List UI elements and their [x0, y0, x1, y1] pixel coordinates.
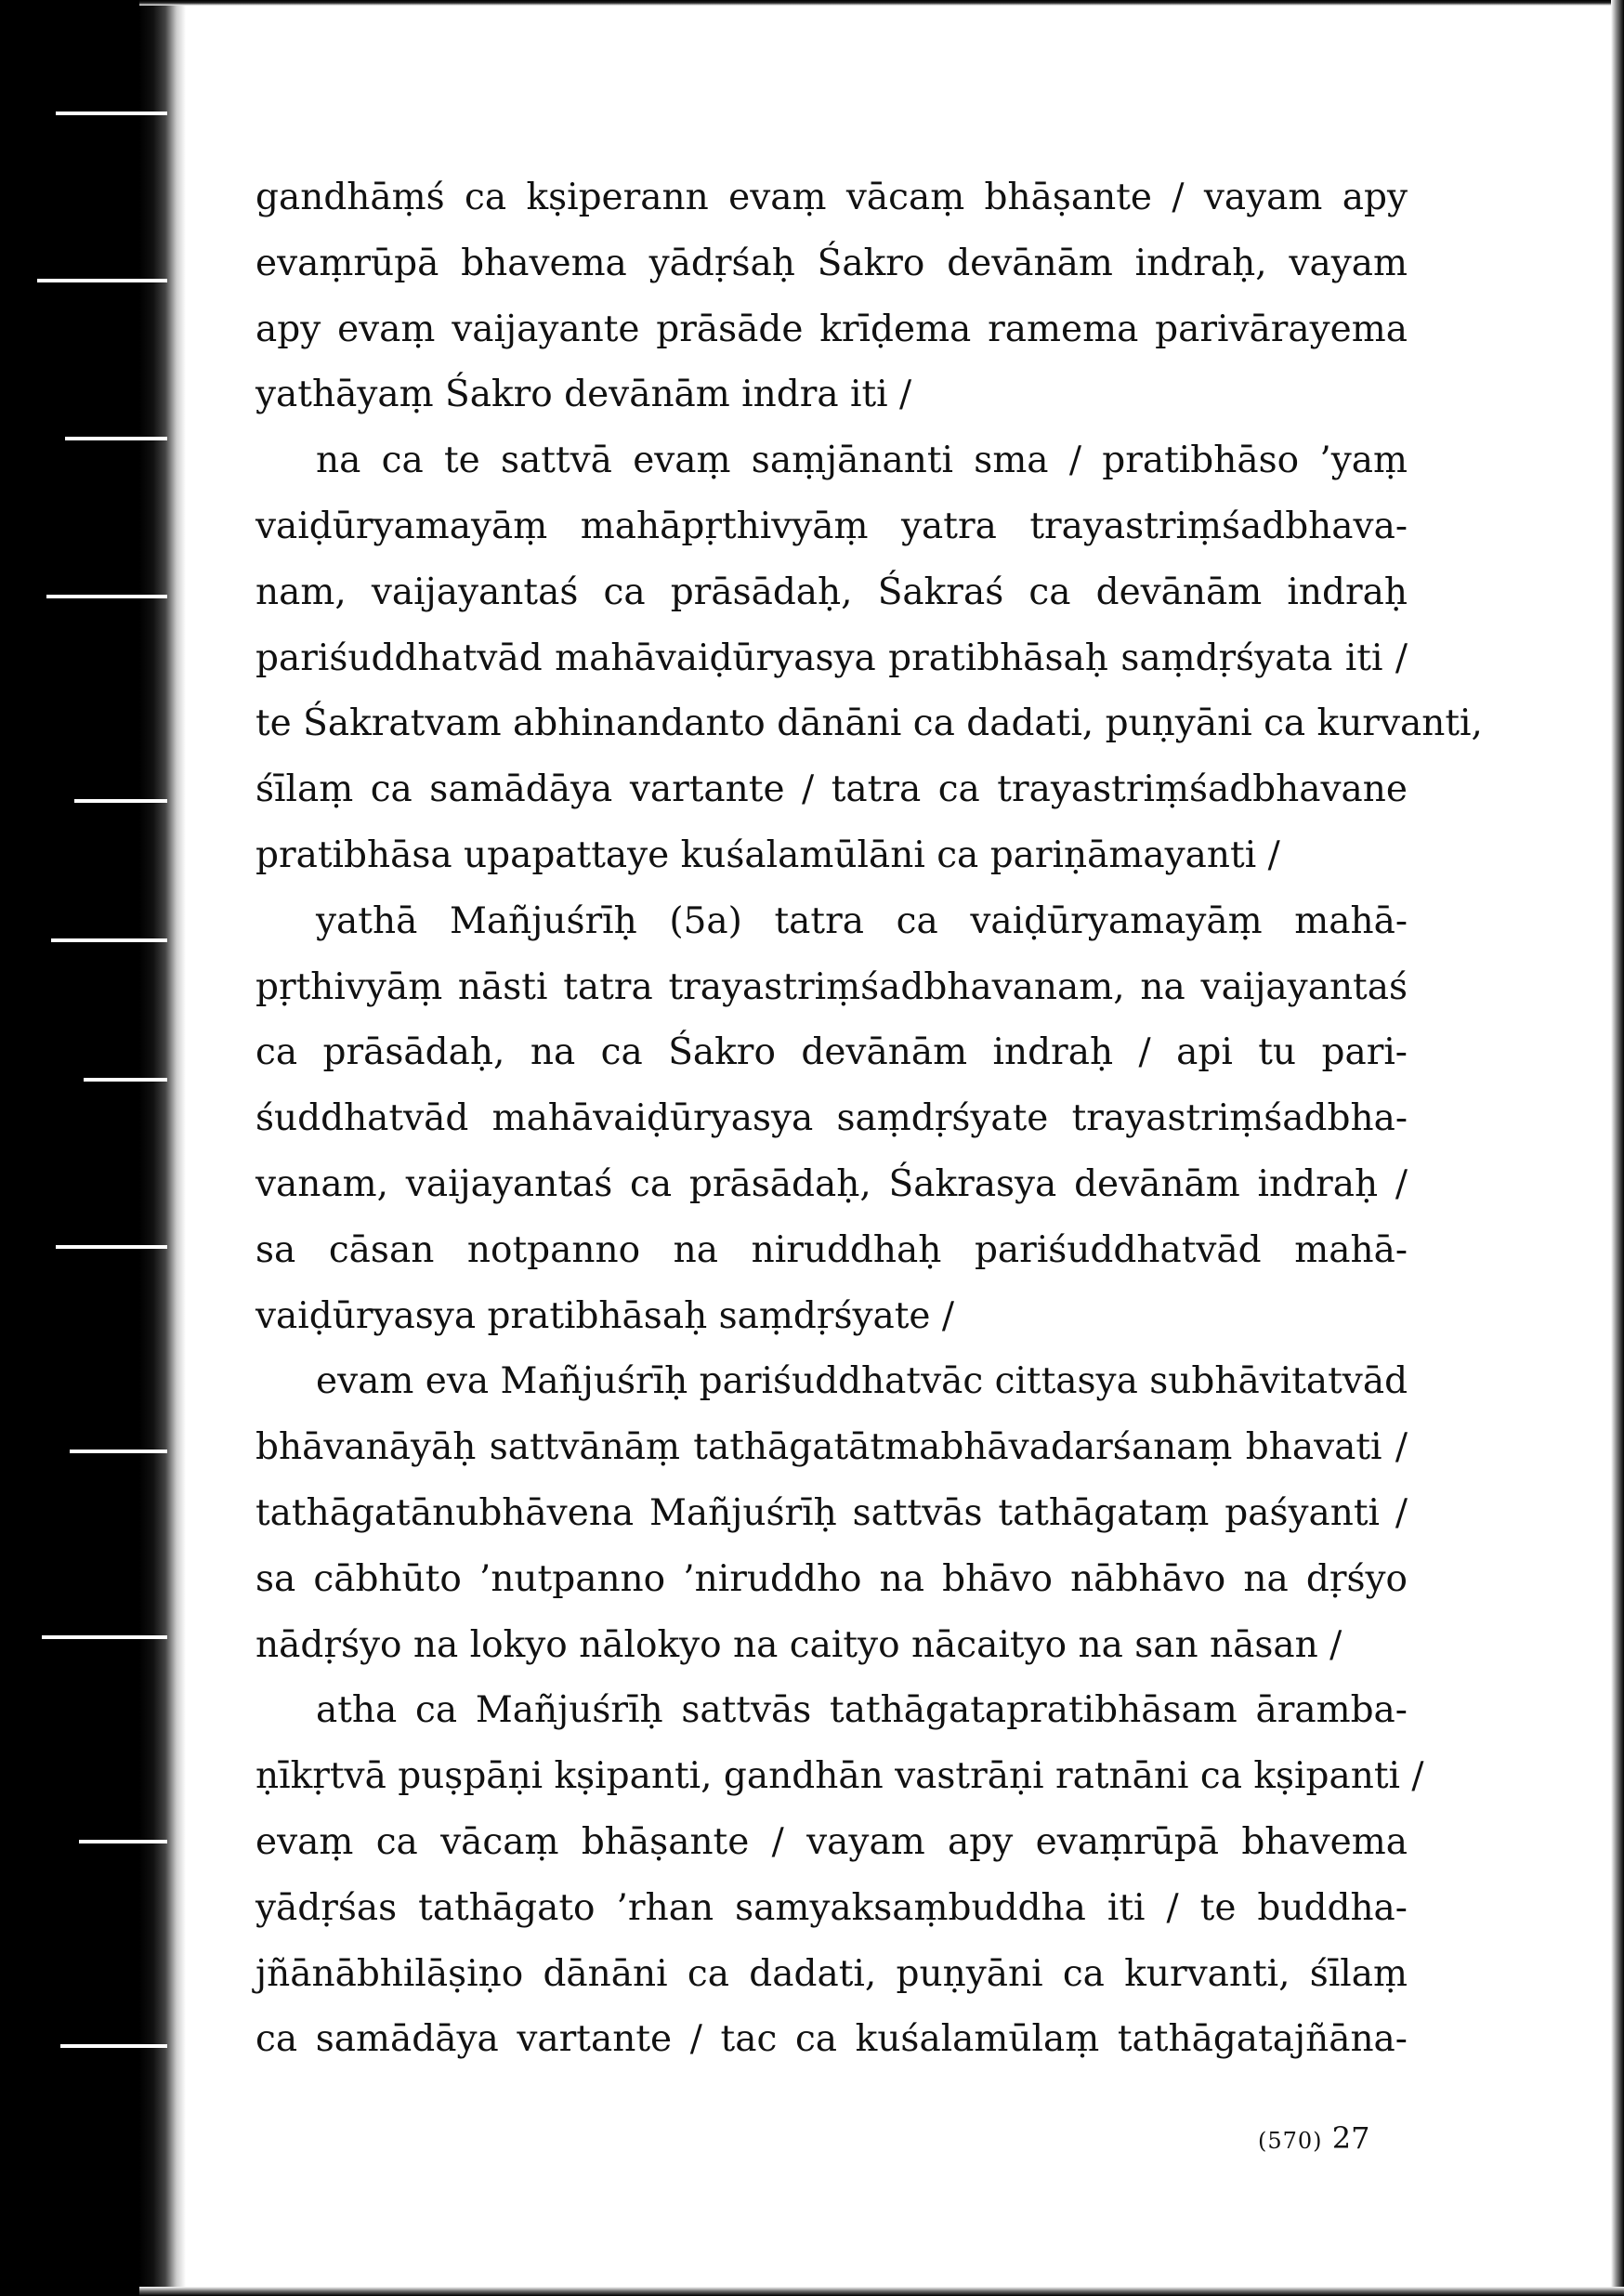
text-line: bhāvanāyāḥ sattvānāṃ tathāgatātmabhāvadarśanaṃ bhavati / [255, 1426, 1408, 1469]
text-line: nādṛśyo na lokyo nālokyo na caityo nācaityo na san nāsan / [255, 1623, 1342, 1666]
text-line: sa cābhūto ’nutpanno ’niruddho na bhāvo nābhāvo na dṛśyo [255, 1557, 1408, 1600]
page-footer [1258, 2120, 1369, 2156]
text-line: apy evaṃ vaijayante prāsāde krīḍema ramema parivārayema [255, 308, 1408, 350]
text-line: yathā Mañjuśrīḥ (5a) tatra ca vaiḍūryamayāṃ mahā- [316, 899, 1408, 942]
text-line: śīlaṃ ca samādāya vartante / tatra ca trayastriṃśadbhavane [255, 768, 1408, 811]
edge-tick [84, 1078, 167, 1082]
text-line: evam eva Mañjuśrīḥ pariśuddhatvāc cittasya subhāvitatvād [316, 1360, 1408, 1403]
text-line: vaiḍūryasya pratibhāsaḥ saṃdṛśyate / [255, 1294, 955, 1337]
text-line: te Śakratvam abhinandanto dānāni ca dadati, puṇyāni ca kurvanti, [255, 702, 1483, 745]
text-line: evaṃrūpā bhavema yādṛśaḥ Śakro devānām indraḥ, vayam [255, 242, 1408, 284]
edge-tick [79, 1840, 167, 1843]
edge-tick [74, 799, 167, 803]
edge-tick [37, 279, 167, 282]
text-line: yādṛśas tathāgato ’rhan samyaksaṃbuddha iti / te buddha- [255, 1886, 1408, 1929]
edge-tick [65, 437, 167, 440]
text-line: vanam, vaijayantaś ca prāsādaḥ, Śakrasya devānām indraḥ / [255, 1162, 1408, 1205]
right-scan-border [1611, 0, 1624, 2296]
edge-tick [70, 1450, 167, 1453]
body-text [255, 165, 1483, 2073]
page-number: 27 [1331, 2120, 1370, 2156]
text-line: sa cāsan notpanno na niruddhaḥ pariśuddhatvād mahā- [255, 1228, 1408, 1271]
top-scan-border [139, 0, 1624, 6]
text-line: ṇīkṛtvā puṣpāṇi kṣipanti, gandhān vastrāṇi ratnāni ca kṣipanti / [255, 1755, 1424, 1798]
text-line: na ca te sattvā evaṃ saṃjānanti sma / pratibhāso ’yaṃ [316, 440, 1408, 482]
edge-tick [56, 1245, 167, 1249]
edge-tick [46, 595, 167, 598]
edge-tick [56, 112, 167, 115]
edge-tick [51, 938, 167, 942]
text-line: evaṃ ca vācaṃ bhāṣante / vayam apy evaṃrūpā bhavema [255, 1820, 1408, 1863]
text-line: vaiḍūryamayāṃ mahāpṛthivyāṃ yatra trayastriṃśadbhava- [255, 505, 1408, 547]
text-line: tathāgatānubhāvena Mañjuśrīḥ sattvās tathāgataṃ paśyanti / [255, 1491, 1408, 1534]
text-line: pṛthivyāṃ nāsti tatra trayastriṃśadbhavanam, na vaijayantaś [255, 965, 1408, 1008]
text-line: pratibhāsa upapattaye kuśalamūlāni ca pariṇāmayanti / [255, 833, 1280, 876]
text-line: jñānābhilāṣiṇo dānāni ca dadati, puṇyāni ca kurvanti, śīlaṃ [255, 1952, 1408, 1995]
bottom-scan-border [139, 2287, 1624, 2296]
text-line: ca prāsādaḥ, na ca Śakro devānām indraḥ / api tu pari- [255, 1031, 1408, 1074]
edge-tick [60, 2044, 167, 2048]
edge-tick [42, 1635, 167, 1639]
binding-edge-shadow [0, 0, 186, 2296]
text-line: atha ca Mañjuśrīḥ sattvās tathāgatapratibhāsam āramba- [316, 1689, 1408, 1732]
text-line: pariśuddhatvād mahāvaiḍūryasya pratibhāsaḥ saṃdṛśyata iti / [255, 636, 1408, 679]
text-line: śuddhatvād mahāvaiḍūryasya saṃdṛśyate trayastriṃśadbha- [255, 1097, 1408, 1140]
text-line: nam, vaijayantaś ca prāsādaḥ, Śakraś ca devānām indraḥ [255, 571, 1408, 613]
text-line: gandhāṃś ca kṣiperann evaṃ vācaṃ bhāṣante / vayam apy [255, 177, 1408, 218]
original-folio-number: (570) [1258, 2128, 1323, 2154]
text-line: yathāyaṃ Śakro devānām indra iti / [255, 374, 912, 416]
text-line: ca samādāya vartante / tac ca kuśalamūlaṃ tathāgatajñāna- [255, 2018, 1408, 2061]
